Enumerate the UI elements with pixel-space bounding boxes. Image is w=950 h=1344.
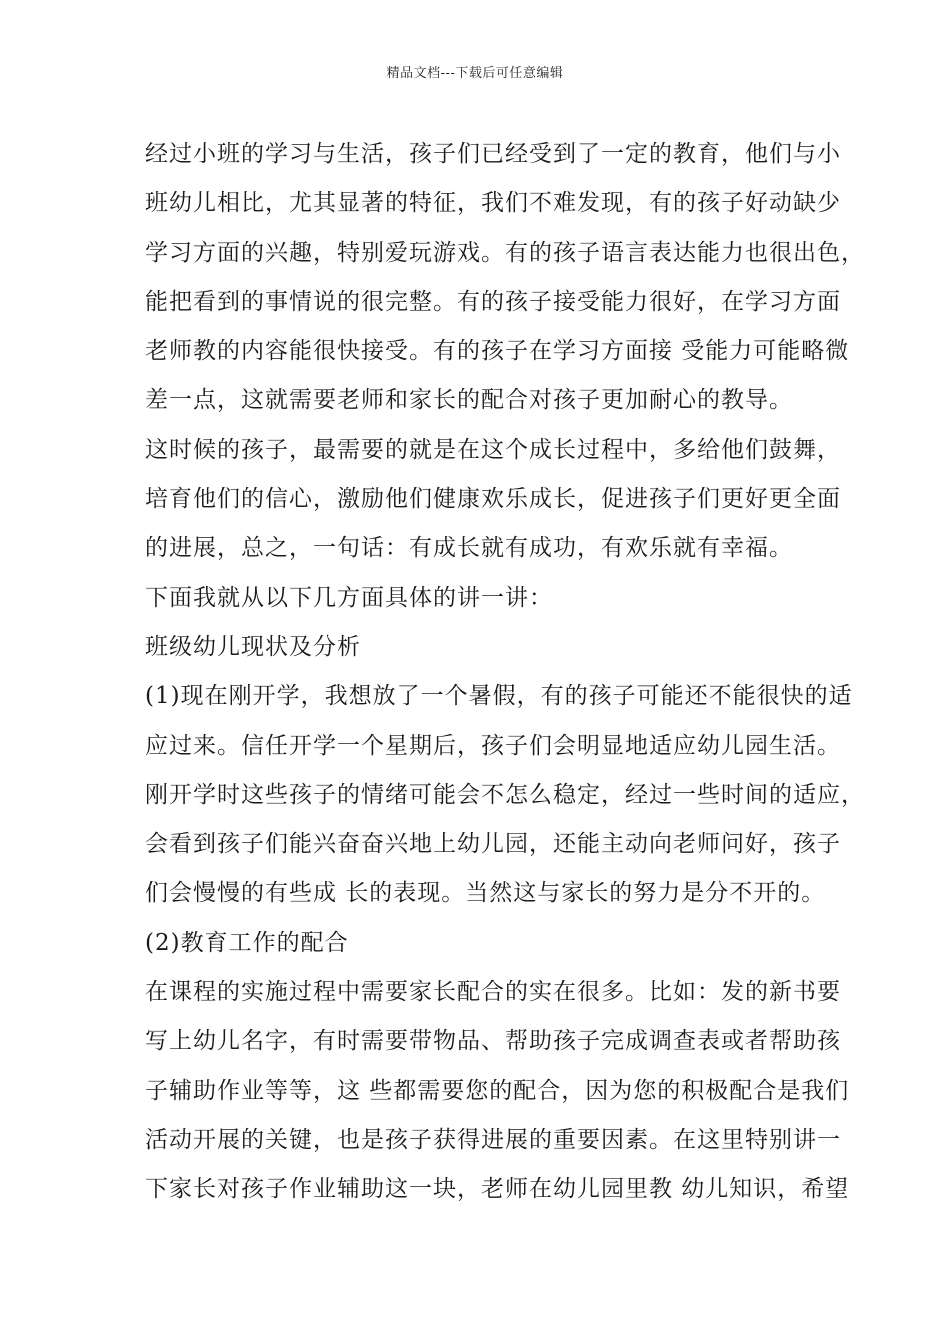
subsection-heading: (2)教育工作的配合 bbox=[145, 929, 349, 956]
text-line: 学习方面的兴趣，特别爱玩游戏。有的孩子语言表达能力也很出色， bbox=[145, 239, 865, 266]
text-line: 子辅助作业等等，这 些都需要您的配合，因为您的积极配合是我们 bbox=[145, 1077, 850, 1104]
page-header: 精品文档---下载后可任意编辑 bbox=[386, 66, 564, 81]
section-heading: 班级幼儿现状及分析 bbox=[145, 633, 361, 660]
text-line: 应过来。信任开学一个星期后，孩子们会明显地适应幼儿园生活。 bbox=[145, 732, 841, 759]
text-line: 培育他们的信心，激励他们健康欢乐成长，促进孩子们更好更全面 bbox=[145, 486, 841, 513]
text-line: 能把看到的事情说的很完整。有的孩子接受能力很好，在学习方面 bbox=[145, 288, 841, 315]
text-line: 这时候的孩子，最需要的就是在这个成长过程中，多给他们鼓舞， bbox=[145, 436, 841, 463]
text-line: 的进展，总之，一句话：有成长就有成功，有欢乐就有幸福。 bbox=[145, 535, 793, 562]
text-line: (1)现在刚开学，我想放了一个暑假，有的孩子可能还不能很快的适 bbox=[145, 683, 853, 710]
text-line: 下家长对孩子作业辅助这一块，老师在幼儿园里教 幼儿知识，希望 bbox=[145, 1176, 850, 1203]
text-line: 下面我就从以下几方面具体的讲一讲： bbox=[145, 584, 553, 611]
text-line: 们会慢慢的有些成 长的表现。当然这与家长的努力是分不开的。 bbox=[145, 880, 826, 907]
document-body bbox=[145, 130, 865, 1215]
text-line: 老师教的内容能很快接受。有的孩子在学习方面接 受能力可能略微 bbox=[145, 338, 850, 365]
text-line: 经过小班的学习与生活，孩子们已经受到了一定的教育，他们与小 bbox=[145, 141, 841, 167]
text-line: 刚开学时这些孩子的情绪可能会不怎么稳定，经过一些时间的适应， bbox=[145, 781, 865, 808]
text-line: 差一点，这就需要老师和家长的配合对孩子更加耐心的教导。 bbox=[145, 387, 793, 414]
text-line: 会看到孩子们能兴奋奋兴地上幼儿园，还能主动向老师问好，孩子 bbox=[145, 831, 841, 858]
text-line: 写上幼儿名字，有时需要带物品、帮助孩子完成调查表或者帮助孩 bbox=[145, 1028, 841, 1055]
text-line: 班幼儿相比，尤其显著的特征，我们不难发现，有的孩子好动缺少 bbox=[145, 190, 841, 217]
text-line: 活动开展的关键，也是孩子获得进展的重要因素。在这里特别讲一 bbox=[145, 1126, 841, 1153]
text-line: 在课程的实施过程中需要家长配合的实在很多。比如：发的新书要 bbox=[145, 979, 841, 1006]
